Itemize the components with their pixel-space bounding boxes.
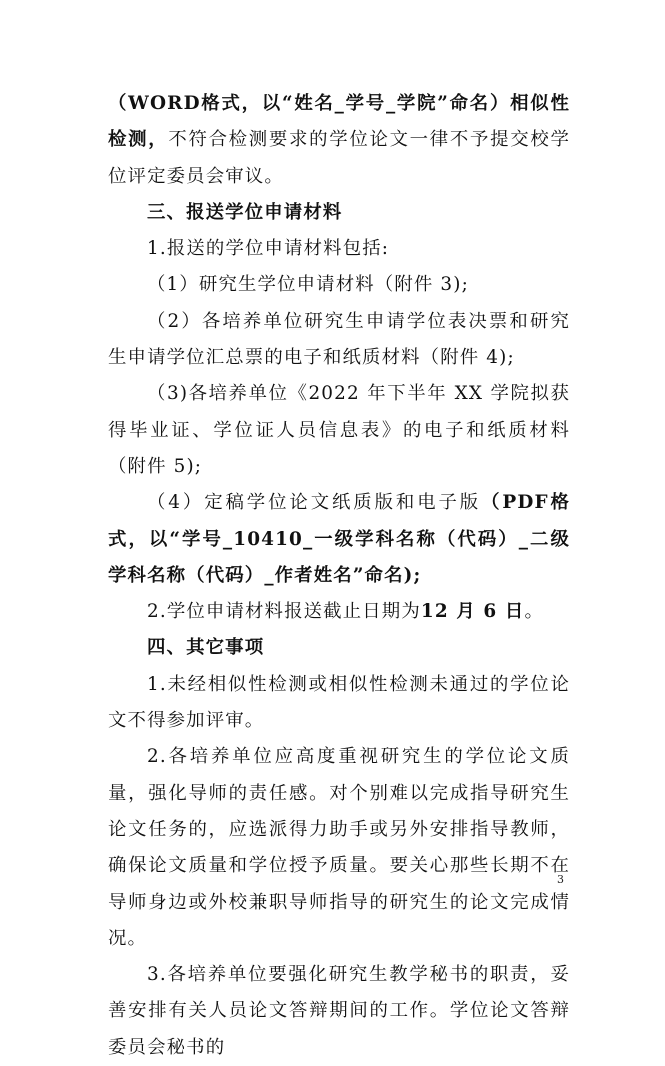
section-heading-submit-materials: 三、报送学位申请材料: [147, 201, 343, 223]
deadline-text: 2.学位申请材料报送截止日期为: [147, 601, 421, 623]
list-item-material-1: （1）研究生学位申请材料（附件 3);: [147, 274, 469, 296]
deadline-date: 12 月 6 日: [420, 601, 525, 623]
list-item-material-2: （2）各培养单位研究生申请学位表决票和研究生申请学位汇总票的电子和纸质材料（附件 4);: [108, 310, 570, 369]
filename-format-note: （WORD格式，以“姓名_学号_学院”命名）相似性检测，: [108, 93, 570, 151]
similarity-check-text: 不符合检测要求的学位论文一律不予提交校学位评定委员会审议。: [108, 129, 570, 187]
paragraph-similarity-check: [108, 86, 570, 195]
list-item-material-4: [108, 485, 570, 594]
list-item-other-1: 1.未经相似性检测或相似性检测未通过的学位论文不得参加评审。: [108, 673, 570, 732]
list-item-other-2: 2.各培养单位应高度重视研究生的学位论文质量，强化导师的责任感。对个别难以完成指导研究生论文任务的，应选派得力助手或另外安排指导教师，确保论文质量和学位授予质量。要关心那些长期不在导师身边或外校兼职导师指导的研究生的论文完成情况。: [108, 746, 570, 949]
document-body: [108, 86, 570, 1066]
page-number: 3: [557, 873, 564, 886]
section-heading-other-matters: 四、其它事项: [147, 637, 265, 659]
list-item-materials-intro: 1.报送的学位申请材料包括:: [147, 238, 390, 260]
list-item-other-3: 3.各培养单位要强化研究生教学秘书的职责，妥善安排有关人员论文答辩期间的工作。学位论文答辩委员会秘书的: [108, 964, 570, 1058]
deadline-end: 。: [524, 601, 544, 623]
material-4-format-note: （PDF格式，以“学号_10410_一级学科名称（代码）_二级学科名称（代码）_作者姓名”命名);: [108, 492, 570, 586]
list-item-material-3: （3)各培养单位《2022 年下半年 XX 学院拟获得毕业证、学位证人员信息表》的电子和纸质材料（附件 5);: [108, 383, 570, 477]
material-4-text: （4）定稿学位论文纸质版和电子版: [147, 492, 482, 514]
list-item-deadline: [108, 594, 570, 630]
